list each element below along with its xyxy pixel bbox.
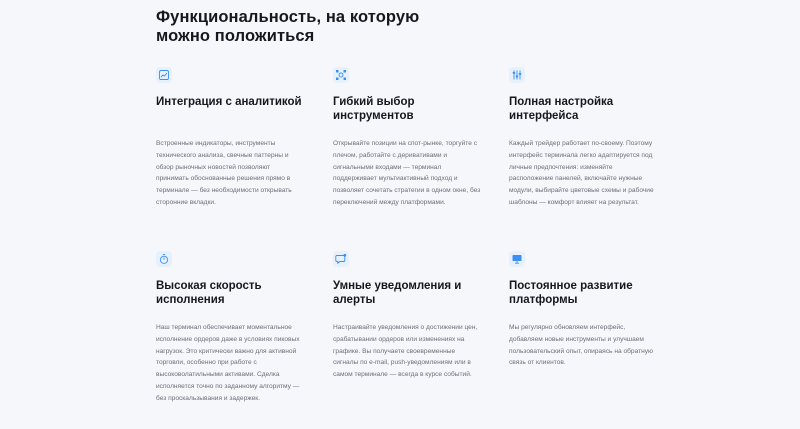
feature-description: Настраивайте уведомления о достижении цен, срабатывании ордеров или изменениях на графике. Вы получаете своевременные сигналы по e-mail, push-уведомлениям или в самом терминале — всегда в курсе событий. (333, 324, 478, 379)
feature-card-analytics (156, 67, 306, 206)
feature-description: Наш терминал обеспечивает моментальное исполнение ордеров даже в условиях пиковых нагрузок. Это критически важно для активной торговли, особенно при работе с высоковолатильными активами. Сделка исполняется точно по заданному алгоритму — без проскальзывания и задержек. (156, 324, 300, 402)
notification-chat-icon (333, 251, 349, 267)
feature-card-notifications (333, 251, 483, 379)
section-title: Функциональность, на которую можно положиться (156, 8, 420, 45)
feature-description: Каждый трейдер работает по-своему. Поэтому интерфейс терминала легко адаптируется под личные предпочтения: изменяйте расположение панелей, включайте нужные модули, выбирайте цветовые схемы и рабочие шаблоны — комфорт влияет на результат. (509, 140, 654, 206)
feature-card-customization (509, 67, 659, 206)
feature-description: Открывайте позиции на спот-рынке, торгуйте с плечом, работайте с деривативами и сигнальными входами — терминал поддерживает мультиактивный подход и позволяет сочетать стратегии в одном окне, без переключений между платформами. (333, 140, 481, 206)
feature-title: Умные уведомления и алерты (333, 280, 462, 306)
analytics-chart-icon (156, 67, 172, 83)
feature-description: Мы регулярно обновляем интерфейс, добавляем новые инструменты и улучшаем пользовательский опыт, опираясь на обратную связь от клиентов. (509, 324, 653, 367)
feature-card-instruments (333, 67, 483, 206)
feature-title: Полная настройка интерфейса (509, 96, 614, 122)
feature-title: Постоянное развитие платформы (509, 280, 633, 306)
feature-card-speed (156, 251, 306, 402)
feature-title: Высокая скорость исполнения (156, 280, 262, 306)
settings-sliders-icon (509, 67, 525, 83)
feature-card-development (509, 251, 659, 367)
stopwatch-icon (156, 251, 172, 267)
monitor-icon (509, 251, 525, 267)
feature-title: Гибкий выбор инструментов (333, 96, 415, 122)
feature-title: Интеграция с аналитикой (156, 96, 302, 108)
feature-description: Встроенные индикаторы, инструменты технического анализа, свечные паттерны и обзор рыночных новостей позволяют принимать обоснованные решения прямо в терминале — без необходимости открывать сторонние вкладки. (156, 140, 292, 206)
instruments-grid-icon (333, 67, 349, 83)
